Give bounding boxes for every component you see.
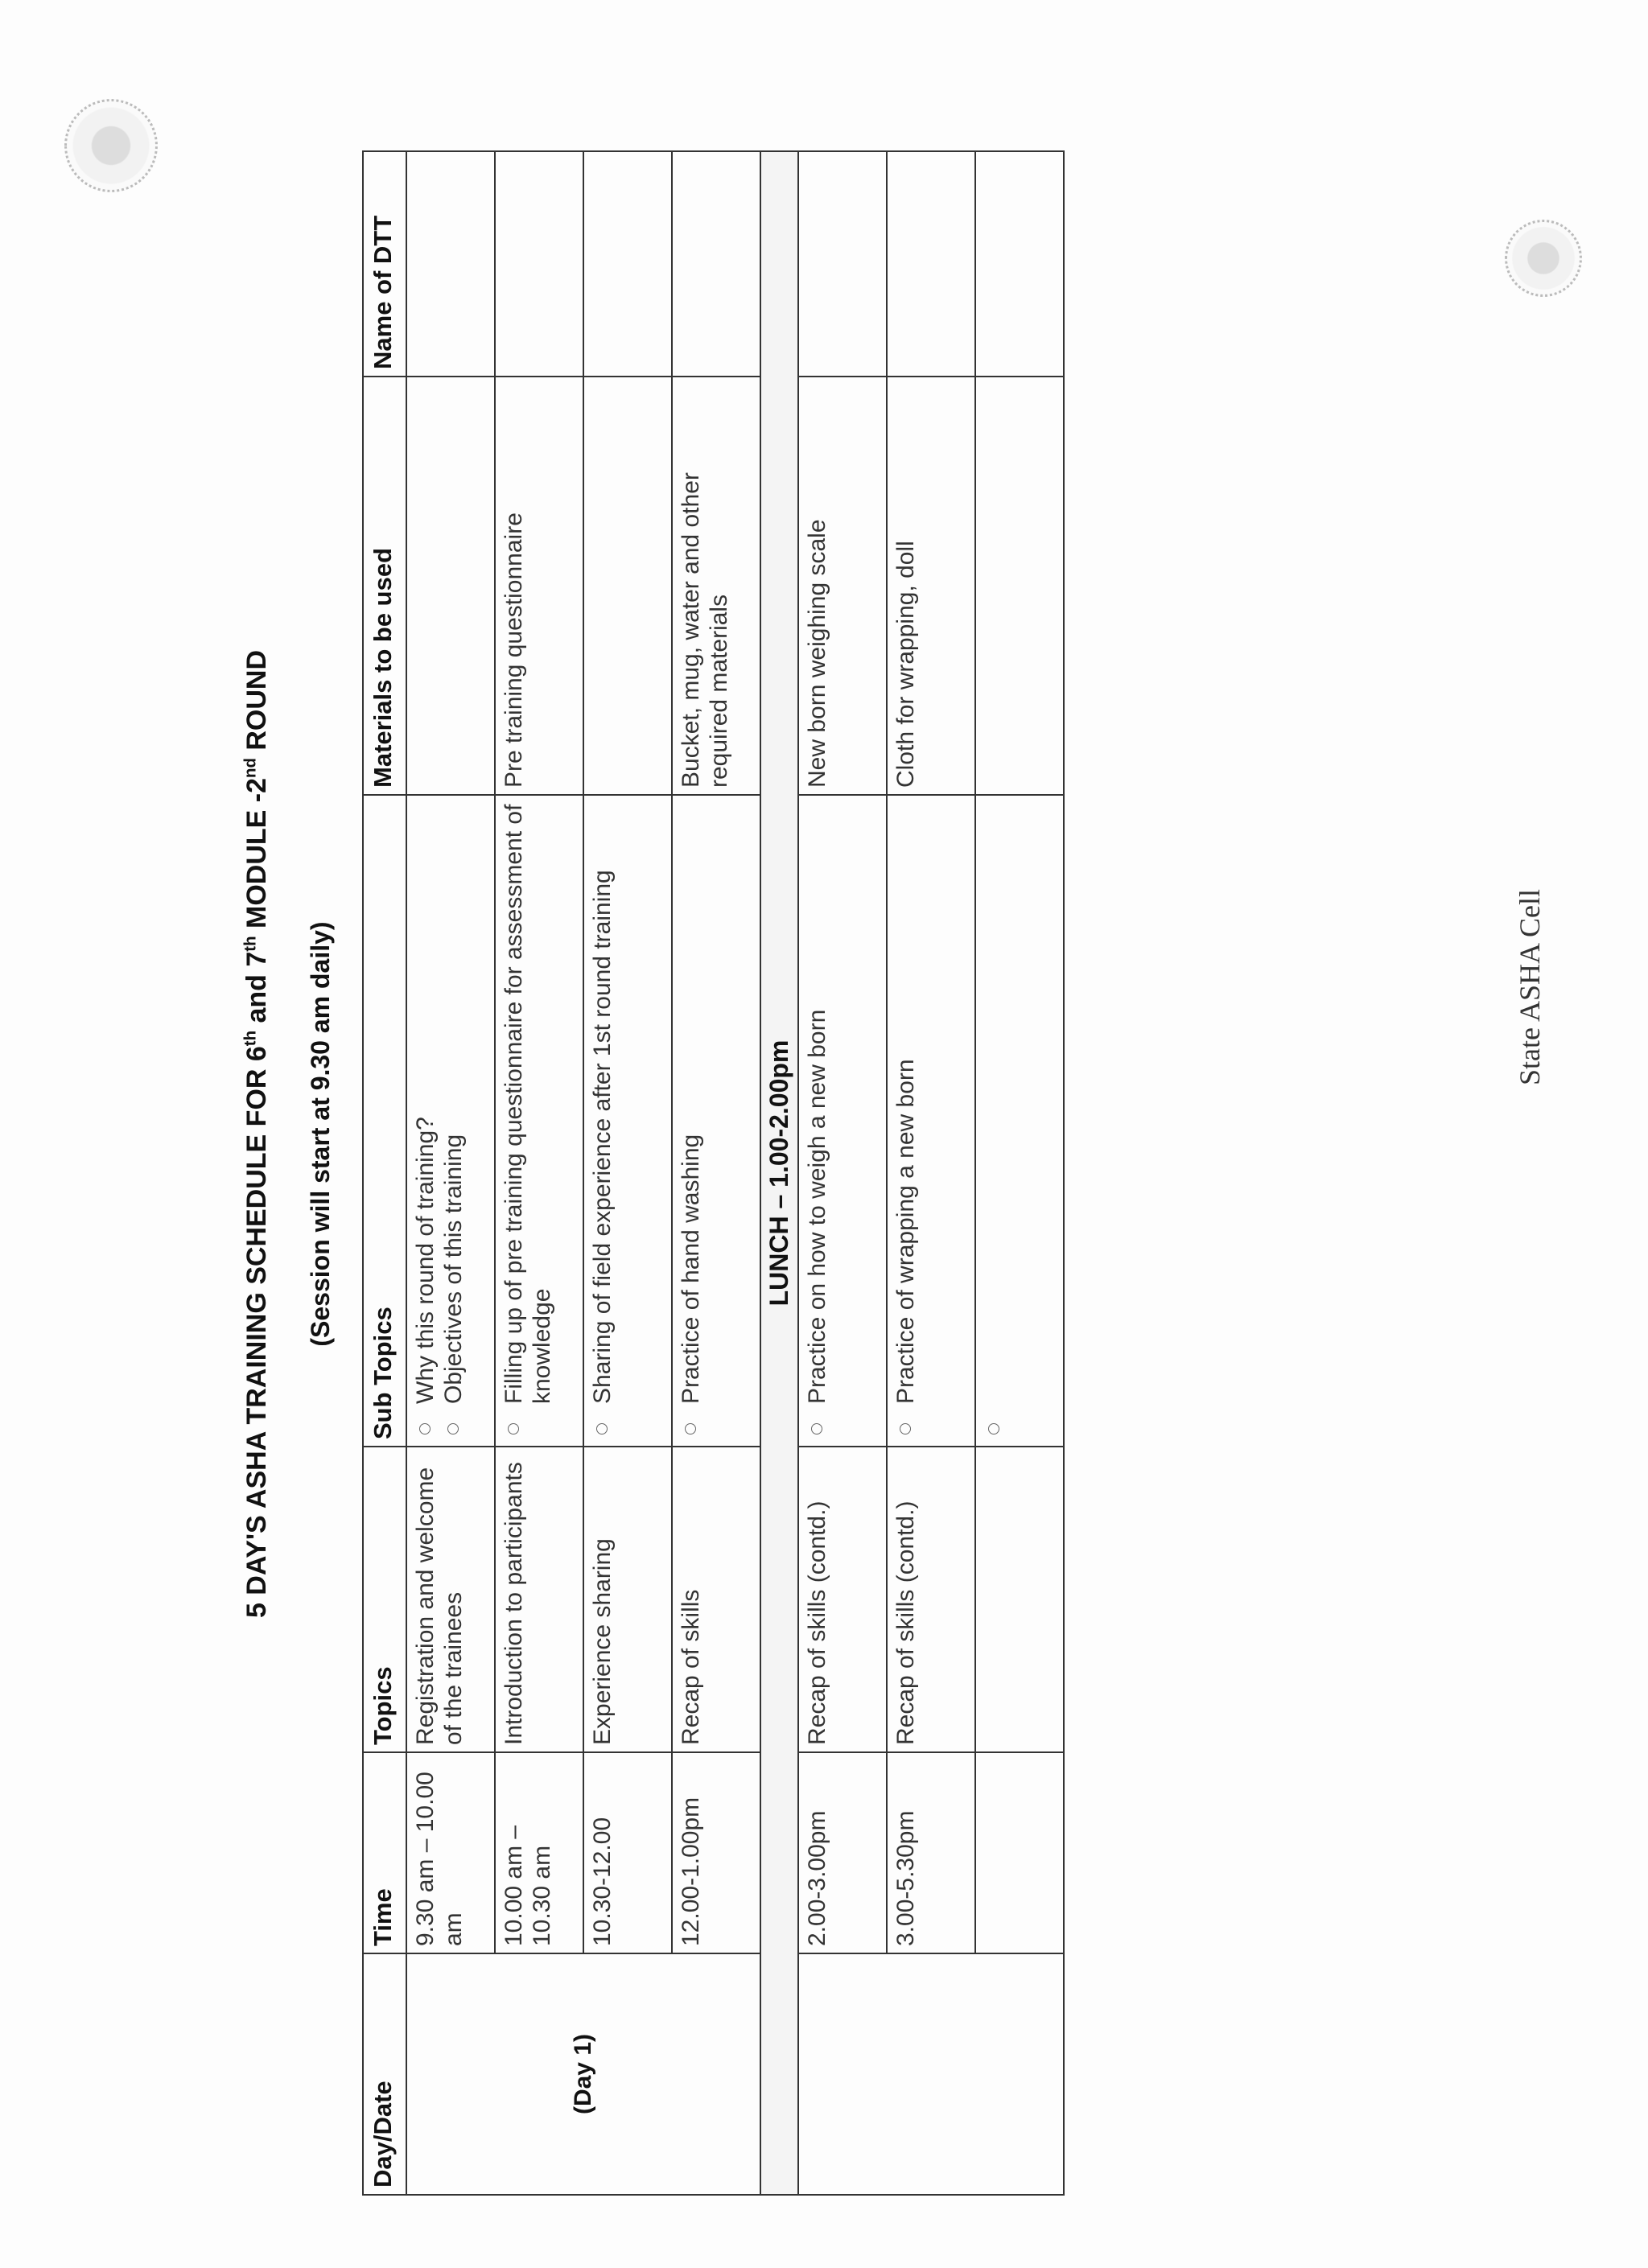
emblem-seal-icon: [64, 99, 158, 192]
topic-cell: [975, 1447, 1064, 1752]
time-cell: 10.00 am – 10.30 am: [495, 1752, 583, 1953]
header-topics: Topics: [363, 1447, 406, 1752]
dtt-cell: [887, 151, 975, 377]
footer-text: State ASHA Cell: [1514, 888, 1546, 1085]
subtopics-cell: [672, 795, 760, 1447]
table-row: [583, 151, 672, 2195]
header-dtt: Name of DTT: [363, 151, 406, 377]
dtt-cell: [406, 151, 495, 377]
subtopics-cell: [495, 795, 583, 1447]
dtt-cell: [975, 151, 1064, 377]
table-row: [887, 151, 975, 2195]
lunch-label: LUNCH – 1.00-2.00pm: [760, 151, 798, 2195]
materials-cell: [583, 377, 672, 795]
subtopic-text: Practice of hand washing: [678, 1134, 704, 1404]
title-mid: and 7: [241, 951, 272, 1031]
header-time: Time: [363, 1752, 406, 1953]
subtopic-text: Practice on how to weigh a new born: [803, 1009, 830, 1404]
dtt-cell: [672, 151, 760, 377]
page-title: [241, 0, 273, 2268]
dtt-cell: [798, 151, 887, 377]
topic-cell: Recap of skills (contd.): [887, 1447, 975, 1752]
table-row: [672, 151, 760, 2195]
title-sup-2: th: [241, 936, 260, 952]
bullet-icon: [419, 1423, 431, 1434]
title-suffix-a: MODULE -2: [241, 777, 272, 936]
table-row: [495, 151, 583, 2195]
header-day: Day/Date: [363, 1953, 406, 2195]
subtopic-text: Practice of wrapping a new born: [892, 1059, 919, 1404]
topic-cell: Recap of skills (contd.): [798, 1447, 887, 1752]
bullet-icon: [596, 1423, 608, 1434]
bullet-icon: [811, 1423, 822, 1434]
bullet-icon: [508, 1423, 519, 1434]
time-cell: 9.30 am – 10.00 am: [406, 1752, 495, 1953]
title-prefix: 5 DAY'S ASHA TRAINING SCHEDULE FOR 6: [241, 1046, 272, 1619]
title-sup-1: th: [241, 1030, 260, 1047]
dtt-cell: [583, 151, 672, 377]
title-sup-3: nd: [241, 758, 260, 778]
subtopic-item: [804, 802, 832, 1439]
topic-cell: Registration and welcome of the trainees: [406, 1447, 495, 1752]
lunch-row: [760, 151, 798, 2195]
topic-cell: Introduction to participants: [495, 1447, 583, 1752]
header-materials: Materials to be used: [363, 377, 406, 795]
schedule-table: [362, 150, 1065, 2196]
time-cell: 2.00-3.00pm: [798, 1752, 887, 1953]
subtopics-cell: [406, 795, 495, 1447]
bullet-icon: [988, 1423, 999, 1434]
subtopics-cell: [975, 795, 1064, 1447]
materials-cell: New born weighing scale: [798, 377, 887, 795]
time-cell: [975, 1752, 1064, 1953]
day-cell: [798, 1953, 1064, 2195]
subtopic-text: Sharing of field experience after 1st round training: [589, 870, 616, 1404]
materials-cell: Cloth for wrapping, doll: [887, 377, 975, 795]
time-cell: 10.30-12.00: [583, 1752, 672, 1953]
subtopic-item: [440, 802, 468, 1439]
header-row: [363, 151, 406, 2195]
time-cell: 12.00-1.00pm: [672, 1752, 760, 1953]
subtopics-cell: [887, 795, 975, 1447]
table-row: [798, 151, 887, 2195]
table-row: [975, 151, 1064, 2195]
subtopic-text: Filling up of pre training questionnaire for assessment of knowledge: [501, 804, 555, 1404]
header-subtopics: Sub Topics: [363, 795, 406, 1447]
materials-cell: [406, 377, 495, 795]
nrhm-logo-icon: [1505, 220, 1582, 297]
bullet-icon: [447, 1423, 459, 1434]
subtopic-item: [412, 802, 440, 1439]
materials-cell: [975, 377, 1064, 795]
dtt-cell: [495, 151, 583, 377]
subtopics-cell: [583, 795, 672, 1447]
bullet-icon: [900, 1423, 911, 1434]
subtopic-text: Objectives of this training: [439, 1134, 467, 1404]
subtopic-text: Why this round of training?: [412, 1117, 439, 1404]
materials-cell: Pre training questionnaire: [495, 377, 583, 795]
time-cell: 3.00-5.30pm: [887, 1752, 975, 1953]
subtopic-item: [892, 802, 921, 1439]
topic-cell: Experience sharing: [583, 1447, 672, 1752]
day-cell: (Day 1): [406, 1953, 760, 2195]
title-suffix-b: ROUND: [241, 649, 272, 759]
materials-cell: Bucket, mug, water and other required materials: [672, 377, 760, 795]
subtopic-item: [589, 802, 617, 1439]
subtopic-item: [501, 802, 556, 1439]
bullet-icon: [685, 1423, 696, 1434]
subtopics-cell: [798, 795, 887, 1447]
subtopic-item: [678, 802, 706, 1439]
page-subtitle: (Session will start at 9.30 am daily): [306, 921, 335, 1347]
topic-cell: Recap of skills: [672, 1447, 760, 1752]
table-row: [406, 151, 495, 2195]
